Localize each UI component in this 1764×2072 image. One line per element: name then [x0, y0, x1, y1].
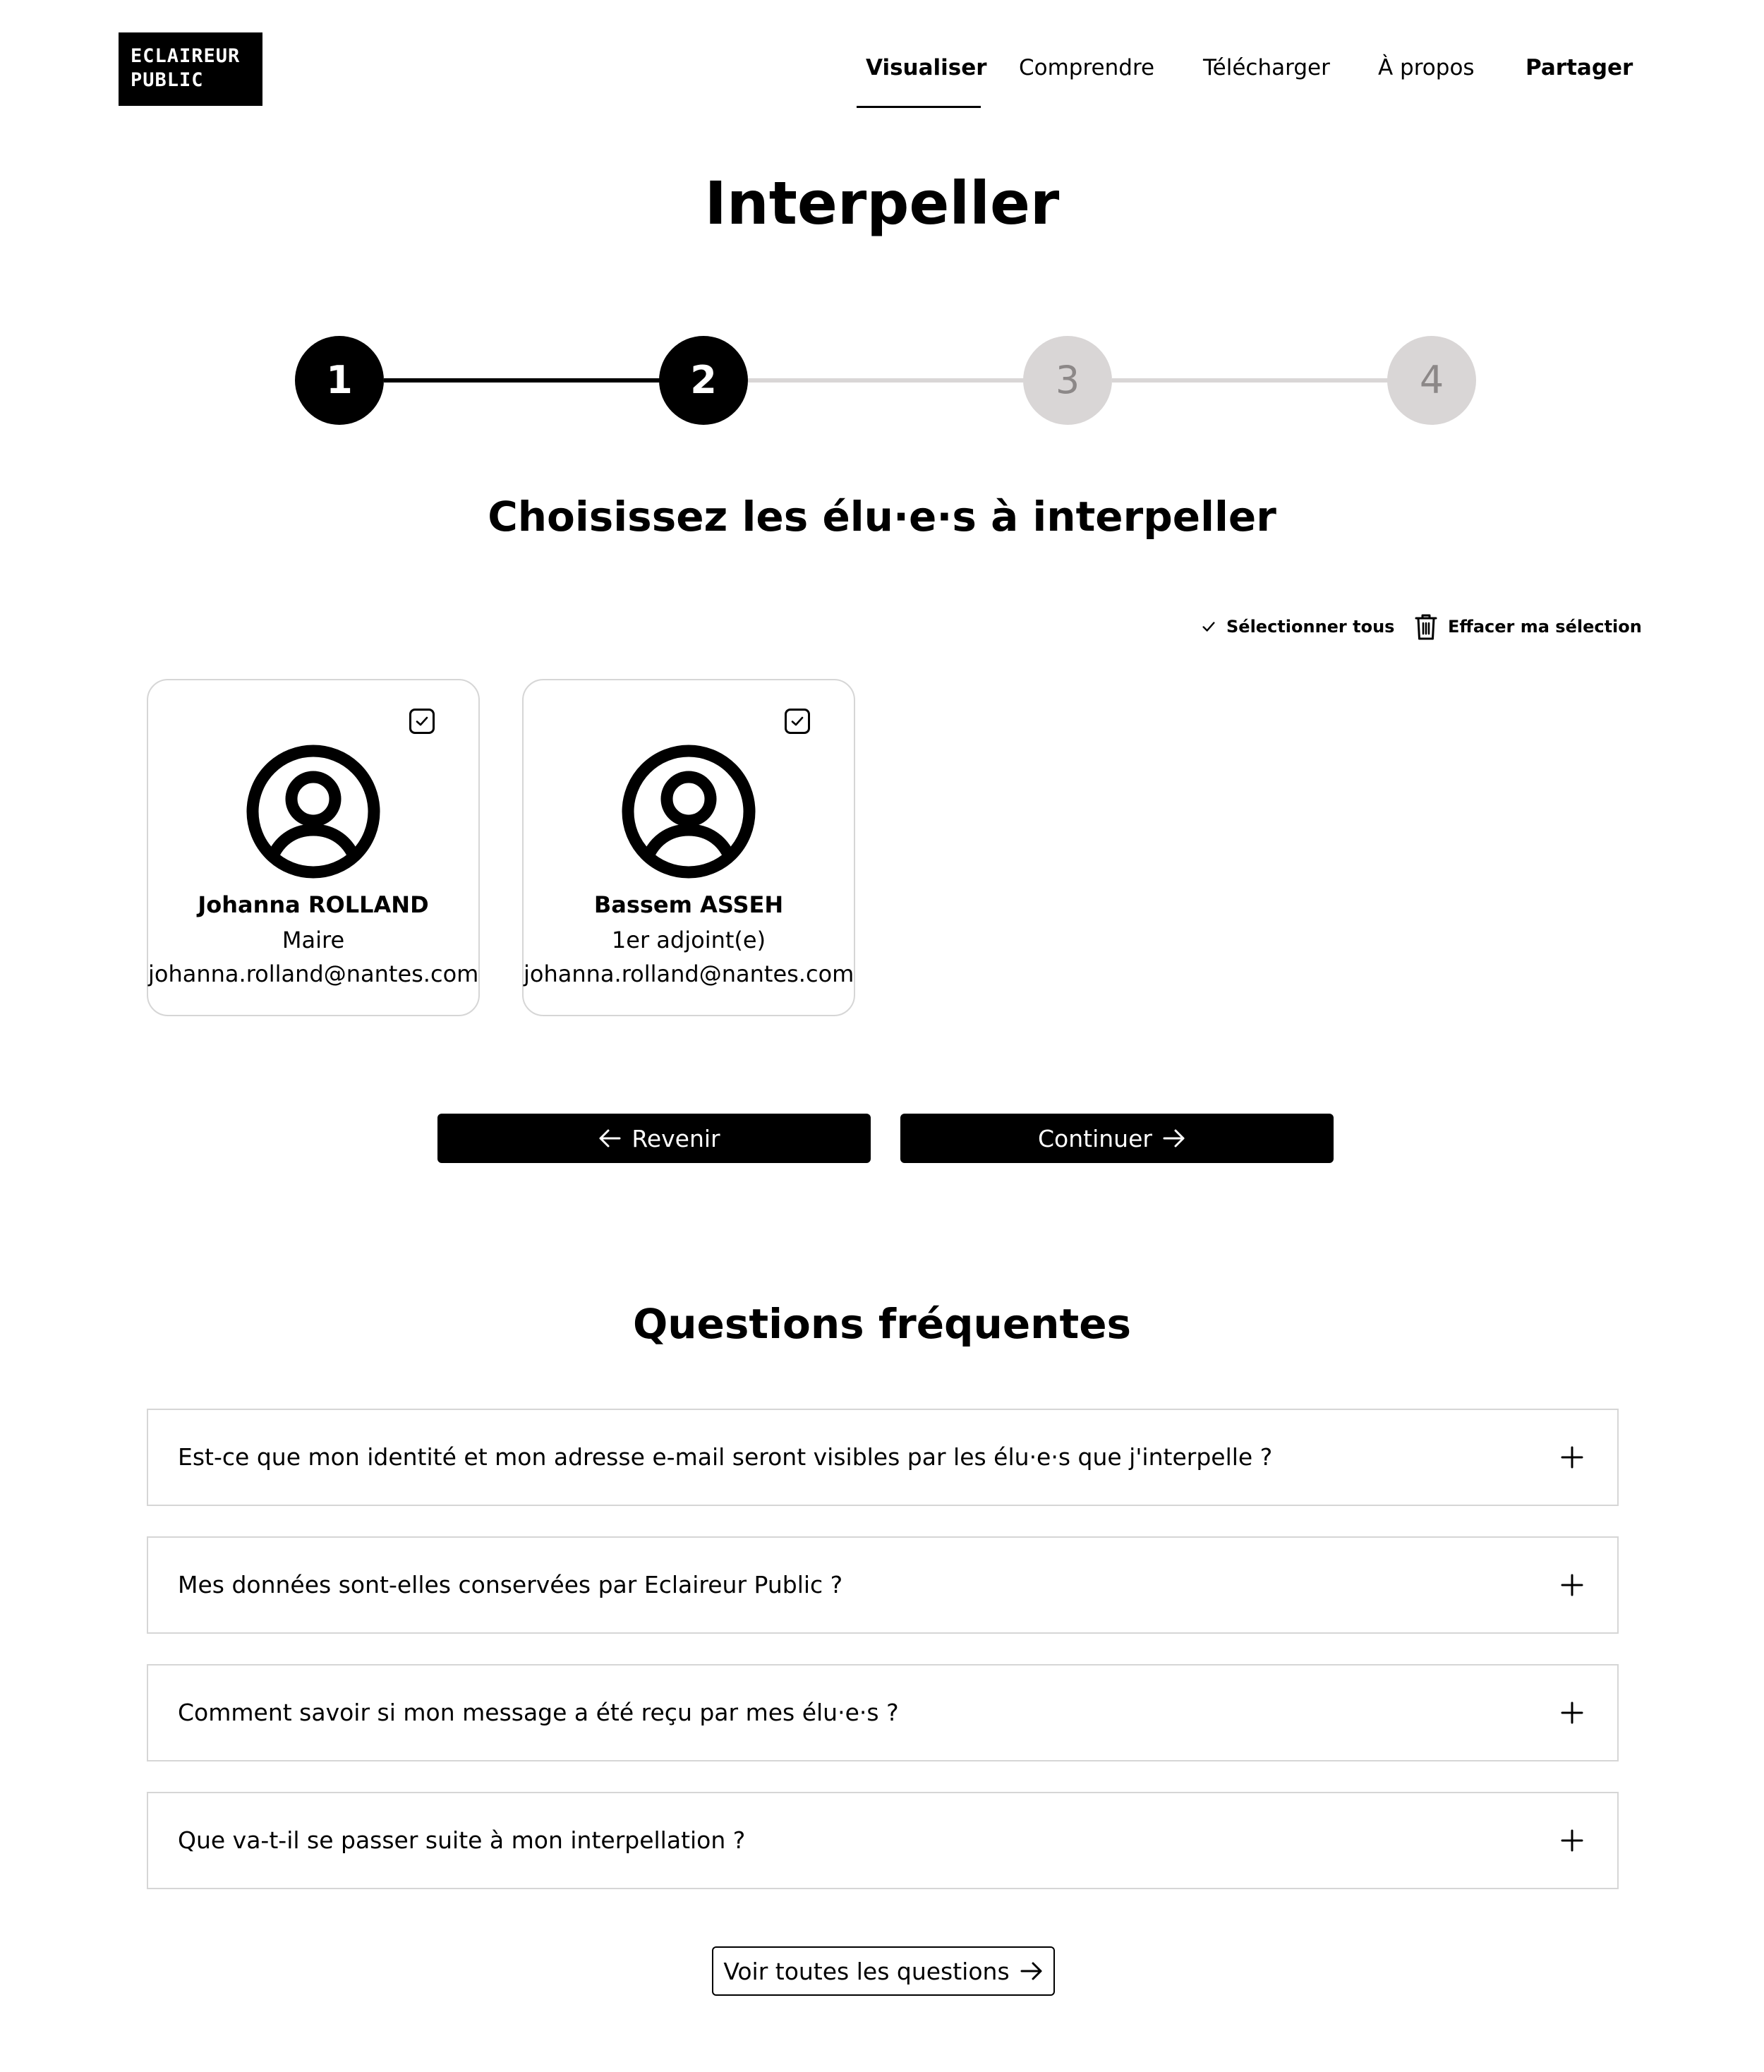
selection-heading: Choisissez les élu·e·s à interpeller [488, 493, 1276, 541]
nav-partager[interactable]: Partager [1526, 55, 1633, 80]
see-all-label: Voir toutes les questions [723, 1957, 1010, 1985]
stepper-line-done [384, 378, 663, 383]
elu-checkbox[interactable] [409, 709, 435, 734]
elu-email: johanna.rolland@nantes.com [148, 960, 479, 987]
stepper-line-todo [748, 378, 1029, 383]
stepper-step-4: 4 [1387, 336, 1476, 425]
check-icon [411, 711, 433, 732]
arrow-right-icon [1020, 1960, 1044, 1982]
plus-icon [1558, 1443, 1586, 1471]
faq-item[interactable] [147, 1409, 1619, 1506]
plus-icon [1558, 1699, 1586, 1727]
trash-icon [1414, 613, 1438, 641]
plus-icon [1558, 1571, 1586, 1599]
elu-card[interactable] [147, 679, 480, 1016]
stepper-step-1: 1 [295, 336, 384, 425]
clear-selection-label: Effacer ma sélection [1448, 617, 1642, 637]
continue-label: Continuer [1038, 1124, 1152, 1152]
faq-item[interactable] [147, 1792, 1619, 1889]
elu-name: Bassem ASSEH [593, 891, 784, 918]
elu-checkbox[interactable] [785, 709, 810, 734]
elu-email: johanna.rolland@nantes.com [524, 960, 854, 987]
clear-selection-button[interactable] [1414, 611, 1642, 642]
see-all-questions-button[interactable] [712, 1946, 1055, 1996]
plus-icon [1558, 1826, 1586, 1855]
faq-item[interactable] [147, 1536, 1619, 1634]
faq-title: Questions fréquentes [632, 1300, 1132, 1348]
faq-item[interactable] [147, 1664, 1619, 1761]
elu-card[interactable] [522, 679, 855, 1016]
faq-question: Est-ce que mon identité et mon adresse e-mail seront visibles par les élu·e·s que j'interpelle ? [178, 1443, 1273, 1471]
user-circle-icon [621, 744, 756, 879]
back-button[interactable] [437, 1114, 871, 1163]
select-all-button[interactable] [1201, 611, 1394, 642]
faq-question: Que va-t-il se passer suite à mon interpellation ? [178, 1826, 746, 1854]
nav-telecharger[interactable]: Télécharger [1203, 55, 1330, 80]
site-logo[interactable] [119, 32, 262, 106]
check-icon [787, 711, 808, 732]
continue-button[interactable] [900, 1114, 1334, 1163]
logo-line-1: ECLAIREUR [131, 45, 241, 67]
nav-visualiser[interactable]: Visualiser [866, 55, 987, 80]
faq-question: Comment savoir si mon message a été reçu par mes élu·e·s ? [178, 1699, 899, 1726]
arrow-right-icon [1162, 1128, 1186, 1149]
back-label: Revenir [632, 1124, 720, 1152]
stepper-step-2: 2 [659, 336, 748, 425]
check-icon [1201, 619, 1216, 634]
stepper-line-todo [1112, 378, 1393, 383]
user-circle-icon [246, 744, 381, 879]
nav-comprendre[interactable]: Comprendre [1019, 55, 1155, 80]
elu-role: 1er adjoint(e) [611, 927, 766, 953]
arrow-left-icon [598, 1128, 622, 1149]
logo-line-2: PUBLIC [131, 69, 204, 91]
nav-active-indicator [857, 106, 981, 108]
nav-a-propos[interactable]: À propos [1378, 55, 1475, 80]
stepper-step-3: 3 [1023, 336, 1112, 425]
faq-question: Mes données sont-elles conservées par Eclaireur Public ? [178, 1571, 843, 1598]
select-all-label: Sélectionner tous [1226, 617, 1395, 637]
elu-name: Johanna ROLLAND [198, 891, 429, 918]
page-title: Interpeller [704, 169, 1060, 238]
elu-role: Maire [282, 927, 345, 953]
